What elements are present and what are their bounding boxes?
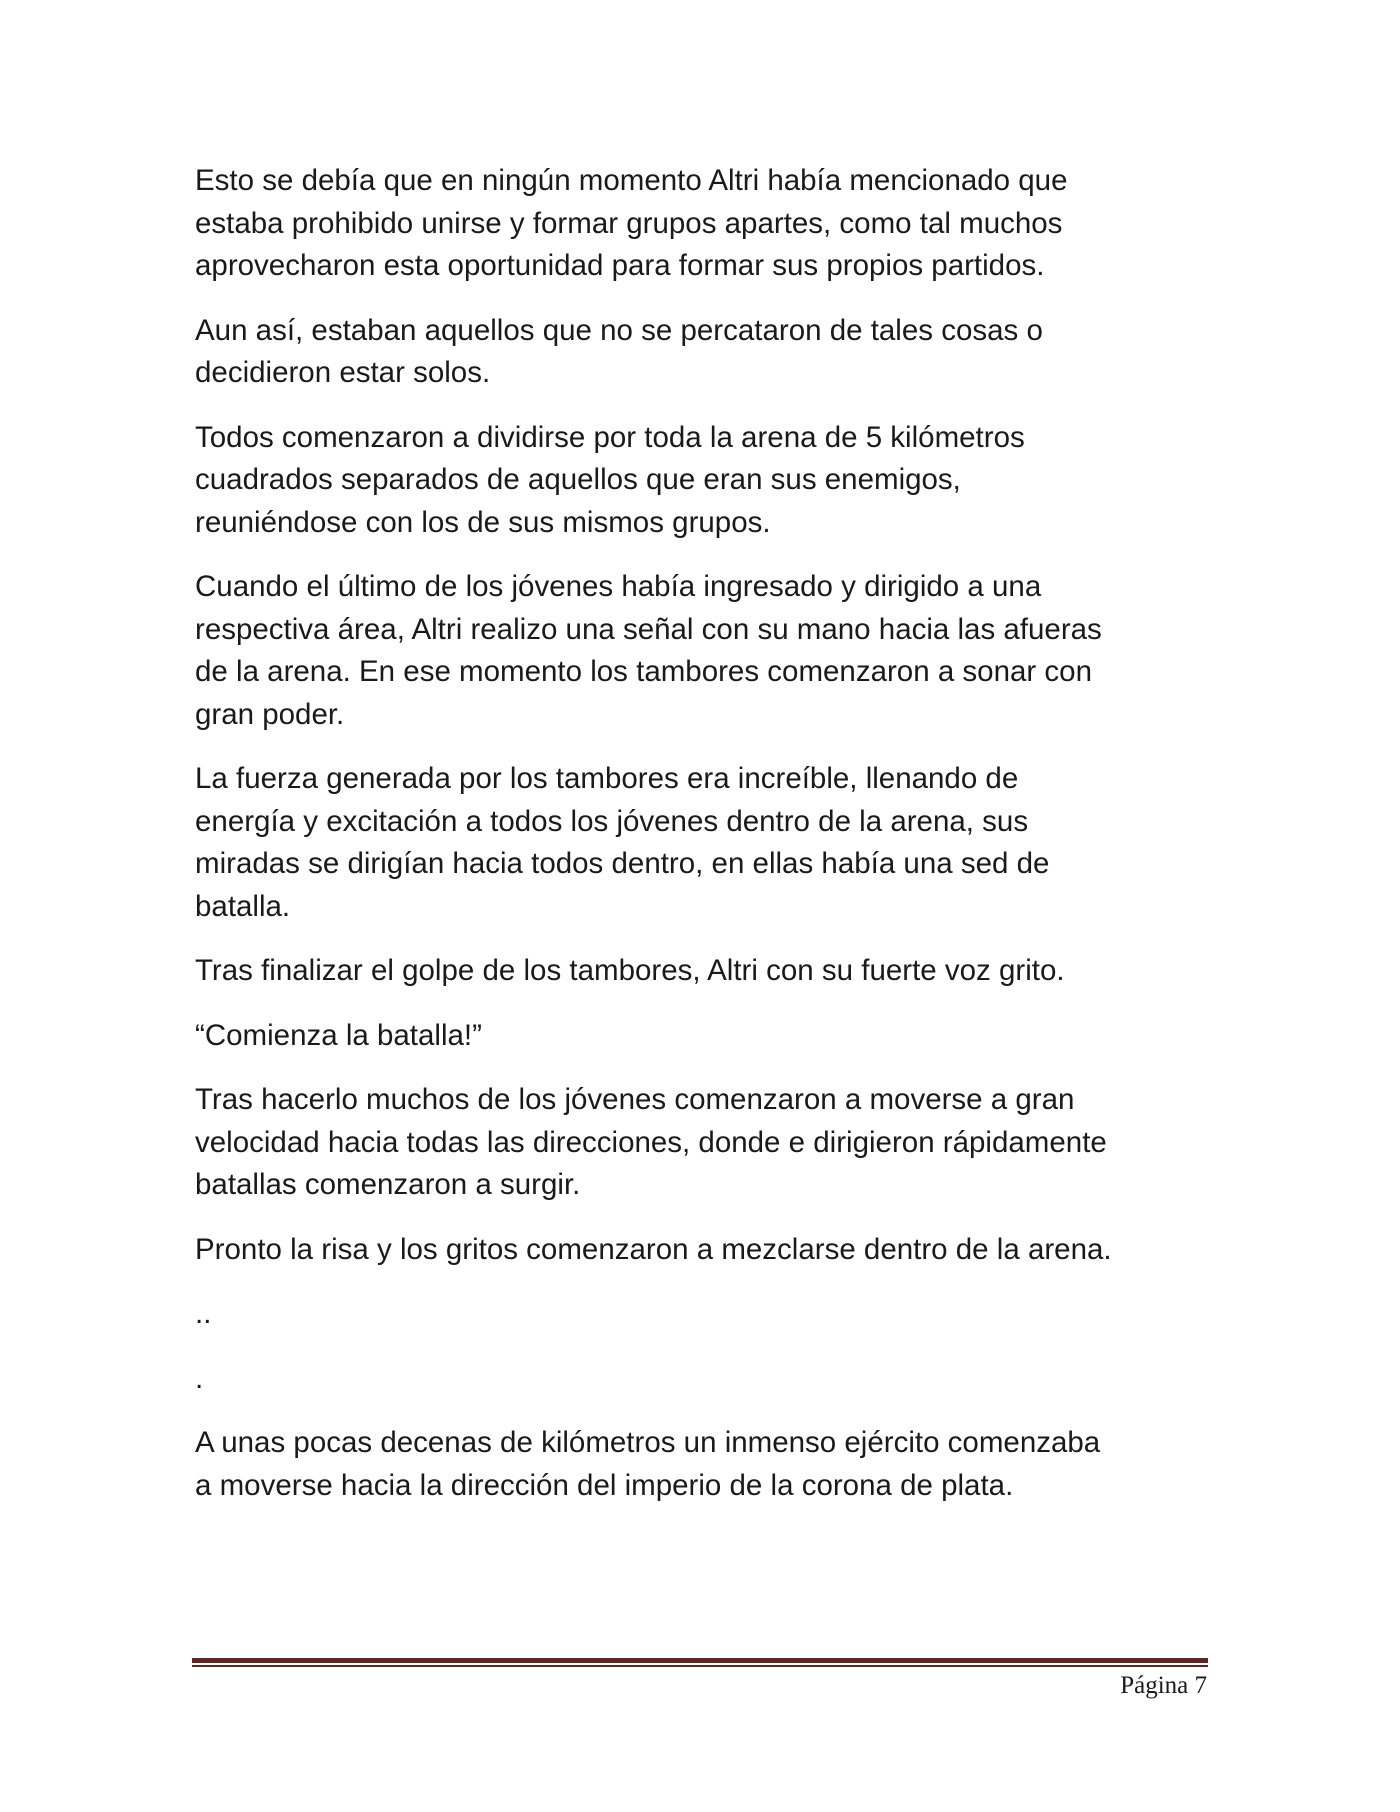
text-line: cuadrados separados de aquellos que eran sus enemigos, [195,463,961,496]
paragraph-7-dialogue [195,1015,1215,1058]
body-text [195,160,1215,1529]
text-line: energía y excitación a todos los jóvenes dentro de la arena, sus [195,804,1029,838]
text-line: Pronto la risa y los gritos comenzaron a mezclarse dentro de la arena. [195,1232,1112,1266]
text-line: batallas comenzaron a surgir. [195,1168,581,1201]
paragraph-10 [195,1422,1215,1507]
paragraph-8 [195,1079,1215,1207]
paragraph-5 [195,758,1215,928]
text-line: velocidad hacia todas las direcciones, donde e dirigieron rápidamente [195,1125,1107,1159]
text-line: decidieron estar solos. [195,356,491,389]
text-line: estaba prohibido unirse y formar grupos apartes, como tal muchos [195,206,1063,240]
text-line: miradas se dirigían hacia todos dentro, en ellas había una sed de [195,847,1050,880]
text-line: Todos comenzaron a dividirse por toda la arena de 5 kilómetros [195,420,1025,454]
text-line: Tras finalizar el golpe de los tambores, Altri con su fuerte voz grito. [195,954,1065,987]
text-line: a moverse hacia la dirección del imperio de la corona de plata. [195,1468,1014,1502]
text-line: batalla. [195,889,291,923]
text-line: “Comienza la batalla!” [195,1018,482,1052]
text-line: .. [195,1297,212,1330]
text-line: A unas pocas decenas de kilómetros un inmenso ejército comenzaba [195,1426,1101,1459]
scene-break-dots-1 [195,1293,1215,1336]
text-line: gran poder. [195,697,345,731]
scene-break-dots-2 [195,1358,1215,1401]
text-line: de la arena. En ese momento los tambores comenzaron a sonar con [195,655,1092,688]
text-line: aprovecharon esta oportunidad para formar sus propios partidos. [195,249,1045,282]
text-line: Esto se debía que en ningún momento Altri había mencionado que [195,164,1068,197]
paragraph-9 [195,1229,1215,1272]
text-line: respectiva área, Altri realizo una señal con su mano hacia las afueras [195,612,1102,646]
text-line: La fuerza generada por los tambores era increíble, llenando de [195,762,1019,795]
footer-rule-thin [192,1665,1208,1667]
paragraph-6 [195,950,1215,993]
footer-rule [192,1658,1208,1667]
text-line: reuniéndose con los de sus mismos grupos. [195,505,771,539]
text-line: Tras hacerlo muchos de los jóvenes comenzaron a moverse a gran [195,1083,1075,1116]
paragraph-3 [195,417,1215,545]
page-number: Página 7 [1120,1672,1207,1699]
paragraph-2 [195,310,1215,395]
text-line: . [195,1361,204,1395]
paragraph-1 [195,160,1215,288]
text-line: Aun así, estaban aquellos que no se percataron de tales cosas o [195,313,1043,347]
paragraph-4 [195,566,1215,736]
text-line: Cuando el último de los jóvenes había ingresado y dirigido a una [195,570,1042,603]
